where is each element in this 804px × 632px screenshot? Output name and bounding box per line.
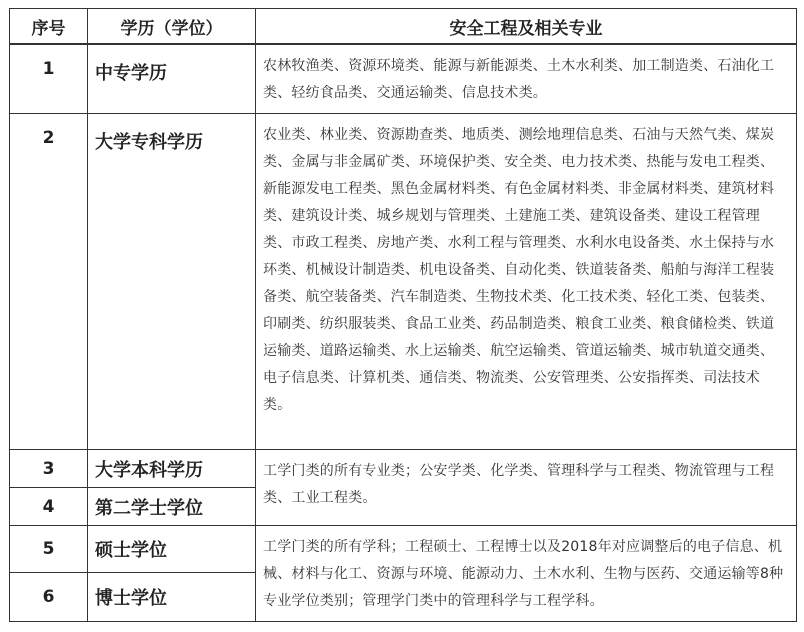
row-number: 2 (10, 114, 88, 450)
table-row (10, 526, 797, 573)
degree-cell: 硕士学位 (88, 526, 256, 573)
degree-cell: 第二学士学位 (88, 488, 256, 526)
degree-cell: 大学本科学历 (88, 450, 256, 488)
majors-cell: 农业类、林业类、资源勘查类、地质类、测绘地理信息类、石油与天然气类、煤炭类、金属与非金属矿类、环境保护类、安全类、电力技术类、热能与发电工程类、新能源发电工程类、黑色金属材料类、有色金属材料类、非金属材料类、建筑材料类、建筑设计类、城乡规划与管理类、土建施工类、建筑设备类、建设工程管理类、市政工程类、房地产类、水利工程与管理类、水利水电设备类、水土保持与水环类、机械设计制造类、机电设备类、自动化类、铁道装备类、船舶与海洋工程装备类、航空装备类、汽车制造类、生物技术类、化工技术类、轻化工类、包装类、印刷类、纺织服装类、食品工业类、药品制造类、粮食工业类、粮食储检类、铁道运输类、道路运输类、水上运输类、航空运输类、管道运输类、城市轨道交通类、电子信息类、计算机类、通信类、物流类、公安管理类、公安指挥类、司法技术类。 (256, 114, 797, 450)
row-number: 6 (10, 572, 88, 621)
row-number: 1 (10, 44, 88, 114)
majors-cell-merged: 工学门类的所有学科；工程硕士、工程博士以及2018年对应调整后的电子信息、机械、材料与化工、资源与环境、能源动力、土木水利、生物与医药、交通运输等8种专业学位类别；管理学门类中的管理科学与工程学科。 (256, 526, 797, 622)
table-row (10, 450, 797, 488)
majors-cell: 农林牧渔类、资源环境类、能源与新能源类、土木水利类、加工制造类、石油化工类、轻纺食品类、交通运输类、信息技术类。 (256, 44, 797, 114)
header-majors: 安全工程及相关专业 (256, 9, 797, 45)
majors-table (9, 8, 797, 622)
header-row (10, 9, 797, 45)
degree-cell: 大学专科学历 (88, 114, 256, 450)
majors-cell-merged: 工学门类的所有专业类；公安学类、化学类、管理科学与工程类、物流管理与工程类、工业工程类。 (256, 450, 797, 526)
header-no: 序号 (10, 9, 88, 45)
row-number: 3 (10, 450, 88, 488)
row-number: 5 (10, 526, 88, 573)
table-row (10, 44, 797, 114)
degree-cell: 中专学历 (88, 44, 256, 114)
row-number: 4 (10, 488, 88, 526)
table-row (10, 114, 797, 450)
degree-cell: 博士学位 (88, 572, 256, 621)
header-degree: 学历（学位） (88, 9, 256, 45)
